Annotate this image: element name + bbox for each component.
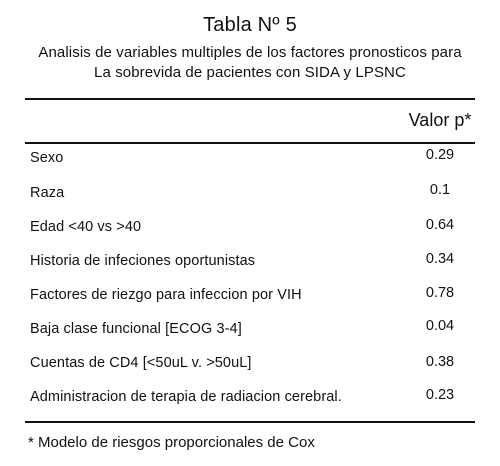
table-row: [0, 147, 500, 170]
column-header-p-value: Valor p*: [408, 110, 472, 130]
bottom-rule: [25, 421, 475, 423]
table-row: [0, 287, 500, 307]
table-row: [0, 219, 500, 239]
table-row: [0, 182, 500, 205]
top-rule: [25, 98, 475, 100]
table-row: [0, 253, 500, 273]
row-label: Baja clase funcional [ECOG 3-4]: [30, 321, 242, 337]
row-label: Raza: [30, 185, 65, 201]
table-row: [0, 355, 500, 375]
row-value: 0.34: [425, 251, 455, 267]
row-value: 0.78: [425, 285, 455, 301]
footnote: * Modelo de riesgos proporcionales de Cox: [28, 434, 315, 451]
table-subtitle-line-1: Analisis de variables multiples de los factores pronosticos para: [38, 44, 462, 61]
row-value: 0.38: [425, 354, 455, 370]
row-value: 0.1: [429, 182, 451, 198]
table-row: [0, 318, 500, 341]
table-title: Tabla Nº 5: [203, 14, 297, 36]
row-label: Administracion de terapia de radiacion cerebral.: [30, 389, 342, 405]
row-value: 0.29: [425, 147, 455, 163]
row-value: 0.04: [425, 318, 455, 334]
row-label: Sexo: [30, 150, 64, 166]
row-label: Cuentas de CD4 [<50uL v. >50uL]: [30, 355, 252, 371]
row-value: 0.23: [425, 387, 455, 403]
row-label: Historia de infeciones oportunistas: [30, 253, 256, 269]
row-label: Factores de riezgo para infeccion por VIH: [30, 287, 302, 303]
table-row: [0, 389, 500, 409]
row-value: 0.64: [425, 217, 455, 233]
table-subtitle-line-2: La sobrevida de pacientes con SIDA y LPSNC: [94, 64, 406, 81]
row-label: Edad <40 vs >40: [30, 219, 142, 235]
header-rule: [25, 142, 475, 144]
